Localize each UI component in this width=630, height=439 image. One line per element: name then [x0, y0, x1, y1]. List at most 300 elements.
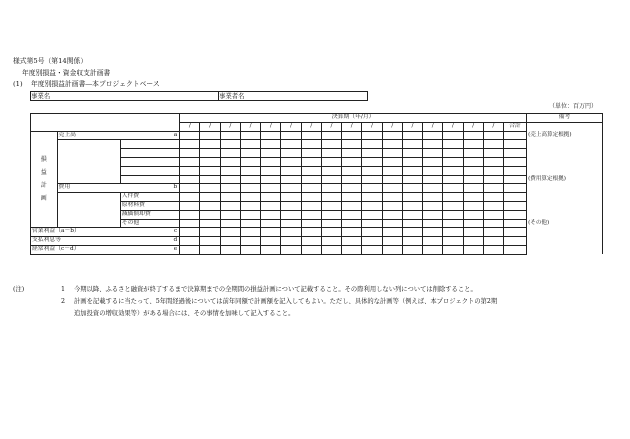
personnel-period-2[interactable] — [200, 193, 220, 202]
operating-profit-total[interactable] — [503, 228, 526, 237]
operating-profit-period-16[interactable] — [483, 228, 503, 237]
other-expense-period-16[interactable] — [483, 219, 503, 228]
sales-item-2-spacer — [57, 149, 120, 158]
ordinary-profit-period-11[interactable] — [382, 245, 402, 254]
sales-period-2[interactable] — [200, 131, 220, 140]
sales-item-1-total[interactable] — [503, 140, 526, 149]
sales-period-3[interactable] — [220, 131, 240, 140]
materials-total[interactable] — [503, 201, 526, 210]
sales-item-2-period-2[interactable] — [200, 149, 220, 158]
sales-item-3-period-16[interactable] — [483, 157, 503, 166]
materials-row — [31, 201, 603, 210]
operating-profit-period-8[interactable] — [321, 228, 341, 237]
expenses-period-16[interactable] — [483, 184, 503, 193]
materials-period-4[interactable] — [240, 201, 260, 210]
other-expense-period-3[interactable] — [220, 219, 240, 228]
personnel-period-4[interactable] — [240, 193, 260, 202]
expenses-period-12[interactable] — [402, 184, 422, 193]
interest-period-9[interactable] — [342, 237, 362, 246]
sales-item-3-period-13[interactable] — [423, 157, 443, 166]
period-column-4[interactable]: / — [240, 122, 260, 131]
personnel-period-12[interactable] — [402, 193, 422, 202]
sales-period-5[interactable] — [261, 131, 281, 140]
sales-item-3-period-9[interactable] — [342, 157, 362, 166]
sales-item-3-period-5[interactable] — [261, 157, 281, 166]
expenses-period-14[interactable] — [443, 184, 463, 193]
sales-period-10[interactable] — [362, 131, 382, 140]
expenses-period-10[interactable] — [362, 184, 382, 193]
sales-item-4-period-8[interactable] — [321, 166, 341, 175]
sales-item-1-period-11[interactable] — [382, 140, 402, 149]
personnel-period-1[interactable] — [180, 193, 200, 202]
personnel-period-14[interactable] — [443, 193, 463, 202]
expenses-period-2[interactable] — [200, 184, 220, 193]
sales-period-12[interactable] — [402, 131, 422, 140]
ordinary-profit-period-1[interactable] — [180, 245, 200, 254]
interest-period-1[interactable] — [180, 237, 200, 246]
operating-profit-period-3[interactable] — [220, 228, 240, 237]
sales-item-2-period-7[interactable] — [301, 149, 321, 158]
ordinary-profit-period-10[interactable] — [362, 245, 382, 254]
sales-item-2-period-10[interactable] — [362, 149, 382, 158]
ordinary-profit-period-16[interactable] — [483, 245, 503, 254]
materials-period-11[interactable] — [382, 201, 402, 210]
sales-item-4-period-4[interactable] — [240, 166, 260, 175]
sales-item-5-period-8[interactable] — [321, 175, 341, 184]
sales-item-5-period-6[interactable] — [281, 175, 301, 184]
other-expense-period-15[interactable] — [463, 219, 483, 228]
depreciation-period-13[interactable] — [423, 210, 443, 219]
sales-item-3-remarks[interactable] — [527, 157, 603, 166]
sales-item-5-total[interactable] — [503, 175, 526, 184]
depreciation-remarks[interactable] — [527, 210, 603, 219]
sales-item-5-period-3[interactable] — [220, 175, 240, 184]
period-column-5[interactable]: / — [261, 122, 281, 131]
sales-item-4-period-10[interactable] — [362, 166, 382, 175]
sales-item-1-period-12[interactable] — [402, 140, 422, 149]
materials-period-14[interactable] — [443, 201, 463, 210]
interest-period-7[interactable] — [301, 237, 321, 246]
other-expense-period-10[interactable] — [362, 219, 382, 228]
depreciation-period-5[interactable] — [261, 210, 281, 219]
materials-spacer — [57, 201, 120, 210]
materials-period-16[interactable] — [483, 201, 503, 210]
depreciation-period-7[interactable] — [301, 210, 321, 219]
interest-period-10[interactable] — [362, 237, 382, 246]
interest-period-14[interactable] — [443, 237, 463, 246]
ordinary-profit-period-15[interactable] — [463, 245, 483, 254]
sales-item-5-period-15[interactable] — [463, 175, 483, 184]
sales-period-7[interactable] — [301, 131, 321, 140]
sales-item-1-period-4[interactable] — [240, 140, 260, 149]
expenses-period-9[interactable] — [342, 184, 362, 193]
sales-item-5-period-16[interactable] — [483, 175, 503, 184]
sales-item-3-period-15[interactable] — [463, 157, 483, 166]
operating-profit-period-1[interactable] — [180, 228, 200, 237]
sales-item-3-period-1[interactable] — [180, 157, 200, 166]
period-column-2[interactable]: / — [200, 122, 220, 131]
sales-item-4-total[interactable] — [503, 166, 526, 175]
depreciation-period-8[interactable] — [321, 210, 341, 219]
sales-period-14[interactable] — [443, 131, 463, 140]
sales-item-4-period-9[interactable] — [342, 166, 362, 175]
expenses-period-13[interactable] — [423, 184, 443, 193]
operating-profit-period-12[interactable] — [402, 228, 422, 237]
sales-item-1-remarks[interactable] — [527, 140, 603, 149]
sales-item-2-period-11[interactable] — [382, 149, 402, 158]
expenses-period-3[interactable] — [220, 184, 240, 193]
sales-item-2-period-15[interactable] — [463, 149, 483, 158]
sales-item-3-period-14[interactable] — [443, 157, 463, 166]
remarks-header: 備考 — [527, 114, 603, 123]
expenses-period-8[interactable] — [321, 184, 341, 193]
sales-item-1-period-3[interactable] — [220, 140, 240, 149]
other-expense-row — [31, 219, 603, 228]
interest-period-3[interactable] — [220, 237, 240, 246]
sales-item-2-period-12[interactable] — [402, 149, 422, 158]
sales-item-3-total[interactable] — [503, 157, 526, 166]
sales-item-1-period-5[interactable] — [261, 140, 281, 149]
sales-item-3-period-8[interactable] — [321, 157, 341, 166]
personnel-total[interactable] — [503, 193, 526, 202]
ordinary-profit-remarks[interactable] — [527, 245, 603, 254]
period-column-12[interactable]: / — [402, 122, 422, 131]
materials-period-15[interactable] — [463, 201, 483, 210]
personnel-period-9[interactable] — [342, 193, 362, 202]
materials-period-12[interactable] — [402, 201, 422, 210]
interest-period-15[interactable] — [463, 237, 483, 246]
other-expense-period-11[interactable] — [382, 219, 402, 228]
sales-item-1-period-2[interactable] — [200, 140, 220, 149]
sales-item-4-period-13[interactable] — [423, 166, 443, 175]
personnel-period-3[interactable] — [220, 193, 240, 202]
sales-item-4-remarks[interactable] — [527, 166, 603, 175]
materials-period-3[interactable] — [220, 201, 240, 210]
expenses-label: 費用 — [57, 184, 120, 193]
ordinary-profit-period-3[interactable] — [220, 245, 240, 254]
interest-period-4[interactable] — [240, 237, 260, 246]
ordinary-profit-period-5[interactable] — [261, 245, 281, 254]
sales-item-1-period-13[interactable] — [423, 140, 443, 149]
depreciation-period-12[interactable] — [402, 210, 422, 219]
sales-item-3-period-3[interactable] — [220, 157, 240, 166]
sales-item-3-period-10[interactable] — [362, 157, 382, 166]
expenses-period-7[interactable] — [301, 184, 321, 193]
sales-item-2-period-8[interactable] — [321, 149, 341, 158]
sales-item-5-period-12[interactable] — [402, 175, 422, 184]
sales-item-1-period-10[interactable] — [362, 140, 382, 149]
sales-item-3-period-12[interactable] — [402, 157, 422, 166]
operating-profit-period-11[interactable] — [382, 228, 402, 237]
sales-item-2-period-5[interactable] — [261, 149, 281, 158]
expenses-total[interactable] — [503, 184, 526, 193]
business-info-table — [30, 91, 368, 101]
sales-period-9[interactable] — [342, 131, 362, 140]
ordinary-profit-period-8[interactable] — [321, 245, 341, 254]
operating-profit-period-14[interactable] — [443, 228, 463, 237]
sales-item-4-period-14[interactable] — [443, 166, 463, 175]
operating-profit-period-9[interactable] — [342, 228, 362, 237]
operating-profit-period-15[interactable] — [463, 228, 483, 237]
other-expense-period-2[interactable] — [200, 219, 220, 228]
expenses-period-1[interactable] — [180, 184, 200, 193]
sales-item-1-period-8[interactable] — [321, 140, 341, 149]
sales-item-4-period-15[interactable] — [463, 166, 483, 175]
materials-period-1[interactable] — [180, 201, 200, 210]
ordinary-profit-period-13[interactable] — [423, 245, 443, 254]
operating-profit-period-5[interactable] — [261, 228, 281, 237]
personnel-period-11[interactable] — [382, 193, 402, 202]
interest-period-8[interactable] — [321, 237, 341, 246]
other-expense-period-13[interactable] — [423, 219, 443, 228]
interest-period-11[interactable] — [382, 237, 402, 246]
sales-item-2-period-1[interactable] — [180, 149, 200, 158]
other-expense-period-14[interactable] — [443, 219, 463, 228]
period-column-14[interactable]: / — [443, 122, 463, 131]
other-expense-period-6[interactable] — [281, 219, 301, 228]
depreciation-period-9[interactable] — [342, 210, 362, 219]
expenses-period-5[interactable] — [261, 184, 281, 193]
sales-item-4-period-16[interactable] — [483, 166, 503, 175]
other-expense-period-8[interactable] — [321, 219, 341, 228]
depreciation-period-16[interactable] — [483, 210, 503, 219]
vertical-label-char: 益 — [40, 169, 47, 177]
sales-item-1-period-16[interactable] — [483, 140, 503, 149]
period-column-11[interactable]: / — [382, 122, 402, 131]
sales-item-5-period-7[interactable] — [301, 175, 321, 184]
sales-item-4-period-1[interactable] — [180, 166, 200, 175]
ordinary-profit-period-4[interactable] — [240, 245, 260, 254]
sales-item-2-period-6[interactable] — [281, 149, 301, 158]
interest-letter: d — [120, 237, 179, 246]
operator-name-cell[interactable] — [219, 92, 368, 101]
sales-item-3-label[interactable] — [120, 157, 179, 166]
sales-item-2-period-9[interactable] — [342, 149, 362, 158]
sales-item-5-period-9[interactable] — [342, 175, 362, 184]
sales-item-4-period-12[interactable] — [402, 166, 422, 175]
sales-item-5-remarks[interactable] — [527, 175, 603, 184]
sales-item-2-total[interactable] — [503, 149, 526, 158]
sales-item-1-period-15[interactable] — [463, 140, 483, 149]
sales-item-2-remarks[interactable] — [527, 149, 603, 158]
period-column-15[interactable]: / — [463, 122, 483, 131]
sales-item-3-spacer — [57, 157, 120, 166]
vertical-label-char: 損 — [40, 156, 47, 164]
other-expense-total[interactable] — [503, 219, 526, 228]
sales-item-4-period-3[interactable] — [220, 166, 240, 175]
note-1-text: 今期以降、ふるさと融資が終了するまで決算期までの全期間の損益計画について記載すること。その際利用しない列については削除すること。 — [74, 286, 477, 293]
personnel-period-15[interactable] — [463, 193, 483, 202]
personnel-period-10[interactable] — [362, 193, 382, 202]
sales-item-5-label[interactable] — [120, 175, 179, 184]
operating-profit-period-4[interactable] — [240, 228, 260, 237]
sales-item-1-period-14[interactable] — [443, 140, 463, 149]
operating-profit-period-6[interactable] — [281, 228, 301, 237]
interest-period-5[interactable] — [261, 237, 281, 246]
operator-name-label: 事業者名 — [219, 91, 245, 100]
sales-item-1-period-9[interactable] — [342, 140, 362, 149]
period-column-6[interactable]: / — [281, 122, 301, 131]
personnel-period-6[interactable] — [281, 193, 301, 202]
operating-profit-label: 営業利益（a－b） — [31, 228, 121, 237]
sales-item-5-period-14[interactable] — [443, 175, 463, 184]
interest-period-6[interactable] — [281, 237, 301, 246]
period-column-8[interactable]: / — [321, 122, 341, 131]
other-expense-period-4[interactable] — [240, 219, 260, 228]
operating-profit-period-7[interactable] — [301, 228, 321, 237]
depreciation-period-3[interactable] — [220, 210, 240, 219]
sales-item-1-label[interactable] — [120, 140, 179, 149]
remarks-column-header — [527, 122, 603, 131]
materials-remarks[interactable] — [527, 201, 603, 210]
sales-label: 売上高 — [57, 131, 120, 140]
operating-profit-letter: c — [120, 228, 179, 237]
sales-item-3-period-11[interactable] — [382, 157, 402, 166]
operating-profit-period-10[interactable] — [362, 228, 382, 237]
sales-item-2-period-14[interactable] — [443, 149, 463, 158]
depreciation-spacer — [57, 210, 120, 219]
interest-period-2[interactable] — [200, 237, 220, 246]
ordinary-profit-total[interactable] — [503, 245, 526, 254]
other-expense-period-7[interactable] — [301, 219, 321, 228]
materials-period-9[interactable] — [342, 201, 362, 210]
remarks-text: (売上高算定根拠) — [528, 131, 572, 138]
sales-period-1[interactable] — [180, 131, 200, 140]
sales-item-5-period-5[interactable] — [261, 175, 281, 184]
other-expense-remarks[interactable] — [527, 219, 603, 228]
sales-period-13[interactable] — [423, 131, 443, 140]
operating-profit-period-13[interactable] — [423, 228, 443, 237]
expenses-period-15[interactable] — [463, 184, 483, 193]
period-column-9[interactable]: / — [342, 122, 362, 131]
personnel-remarks[interactable] — [527, 193, 603, 202]
sales-period-8[interactable] — [321, 131, 341, 140]
sales-item-1-period-6[interactable] — [281, 140, 301, 149]
interest-period-13[interactable] — [423, 237, 443, 246]
sales-item-4-period-7[interactable] — [301, 166, 321, 175]
personnel-period-8[interactable] — [321, 193, 341, 202]
sales-item-3-period-7[interactable] — [301, 157, 321, 166]
sales-period-6[interactable] — [281, 131, 301, 140]
sales-item-5-period-4[interactable] — [240, 175, 260, 184]
sales-item-3-period-6[interactable] — [281, 157, 301, 166]
depreciation-period-4[interactable] — [240, 210, 260, 219]
period-column-7[interactable]: / — [301, 122, 321, 131]
period-column-10[interactable]: / — [362, 122, 382, 131]
personnel-period-5[interactable] — [261, 193, 281, 202]
sales-period-16[interactable] — [483, 131, 503, 140]
expenses-period-4[interactable] — [240, 184, 260, 193]
sales-item-3-period-4[interactable] — [240, 157, 260, 166]
sales-item-4-period-2[interactable] — [200, 166, 220, 175]
sales-item-4-period-6[interactable] — [281, 166, 301, 175]
period-column-13[interactable]: / — [423, 122, 443, 131]
materials-period-6[interactable] — [281, 201, 301, 210]
other-expense-label: その他 — [120, 219, 179, 228]
sales-period-4[interactable] — [240, 131, 260, 140]
depreciation-total[interactable] — [503, 210, 526, 219]
materials-period-8[interactable] — [321, 201, 341, 210]
sales-item-5-period-10[interactable] — [362, 175, 382, 184]
sales-item-1-period-1[interactable] — [180, 140, 200, 149]
ordinary-profit-period-14[interactable] — [443, 245, 463, 254]
materials-period-2[interactable] — [200, 201, 220, 210]
materials-period-13[interactable] — [423, 201, 443, 210]
other-expense-period-12[interactable] — [402, 219, 422, 228]
other-expense-period-5[interactable] — [261, 219, 281, 228]
sales-item-2-period-16[interactable] — [483, 149, 503, 158]
sales-total[interactable] — [503, 131, 526, 140]
sales-item-2-period-4[interactable] — [240, 149, 260, 158]
depreciation-period-6[interactable] — [281, 210, 301, 219]
interest-remarks[interactable] — [527, 237, 603, 246]
personnel-period-7[interactable] — [301, 193, 321, 202]
note-2-text-a: 計画を記載するに当たって、5年間経過後については前年同額で計画額を記入してもよい。ただし、具体的な計画等（例えば、本プロジェクトの第2期 — [74, 298, 498, 305]
ordinary-profit-period-12[interactable] — [402, 245, 422, 254]
personnel-period-16[interactable] — [483, 193, 503, 202]
expenses-period-11[interactable] — [382, 184, 402, 193]
depreciation-period-2[interactable] — [200, 210, 220, 219]
interest-total[interactable] — [503, 237, 526, 246]
sales-item-5-row — [31, 175, 603, 184]
operating-profit-remarks[interactable] — [527, 228, 603, 237]
personnel-period-13[interactable] — [423, 193, 443, 202]
business-name-cell[interactable] — [31, 92, 219, 101]
sales-item-5-period-2[interactable] — [200, 175, 220, 184]
expenses-period-6[interactable] — [281, 184, 301, 193]
profit-plan-table — [30, 113, 603, 255]
sales-item-2-period-13[interactable] — [423, 149, 443, 158]
ordinary-profit-period-9[interactable] — [342, 245, 362, 254]
depreciation-period-11[interactable] — [382, 210, 402, 219]
ordinary-profit-period-7[interactable] — [301, 245, 321, 254]
materials-period-10[interactable] — [362, 201, 382, 210]
ordinary-profit-period-2[interactable] — [200, 245, 220, 254]
sales-item-4-period-11[interactable] — [382, 166, 402, 175]
sales-item-4-label[interactable] — [120, 166, 179, 175]
sales-item-5-period-13[interactable] — [423, 175, 443, 184]
expenses-remarks[interactable] — [527, 184, 603, 193]
sales-item-2-period-3[interactable] — [220, 149, 240, 158]
sales-item-4-period-5[interactable] — [261, 166, 281, 175]
sales-item-1-period-7[interactable] — [301, 140, 321, 149]
period-header: 決算期（年/月） — [180, 114, 527, 123]
other-expense-period-1[interactable] — [180, 219, 200, 228]
period-column-3[interactable]: / — [220, 122, 240, 131]
depreciation-period-10[interactable] — [362, 210, 382, 219]
materials-period-7[interactable] — [301, 201, 321, 210]
period-column-16[interactable]: / — [483, 122, 503, 131]
sales-remarks[interactable] — [527, 131, 603, 140]
interest-period-12[interactable] — [402, 237, 422, 246]
depreciation-period-14[interactable] — [443, 210, 463, 219]
sales-period-15[interactable] — [463, 131, 483, 140]
other-expense-period-9[interactable] — [342, 219, 362, 228]
depreciation-period-1[interactable] — [180, 210, 200, 219]
total-column-header: 合計 — [503, 122, 526, 131]
operating-profit-period-2[interactable] — [200, 228, 220, 237]
sales-item-3-period-2[interactable] — [200, 157, 220, 166]
sales-item-2-label[interactable] — [120, 149, 179, 158]
depreciation-period-15[interactable] — [463, 210, 483, 219]
sales-item-5-period-1[interactable] — [180, 175, 200, 184]
sales-item-5-period-11[interactable] — [382, 175, 402, 184]
interest-period-16[interactable] — [483, 237, 503, 246]
materials-period-5[interactable] — [261, 201, 281, 210]
period-column-1[interactable]: / — [180, 122, 200, 131]
ordinary-profit-period-6[interactable] — [281, 245, 301, 254]
sales-period-11[interactable] — [382, 131, 402, 140]
